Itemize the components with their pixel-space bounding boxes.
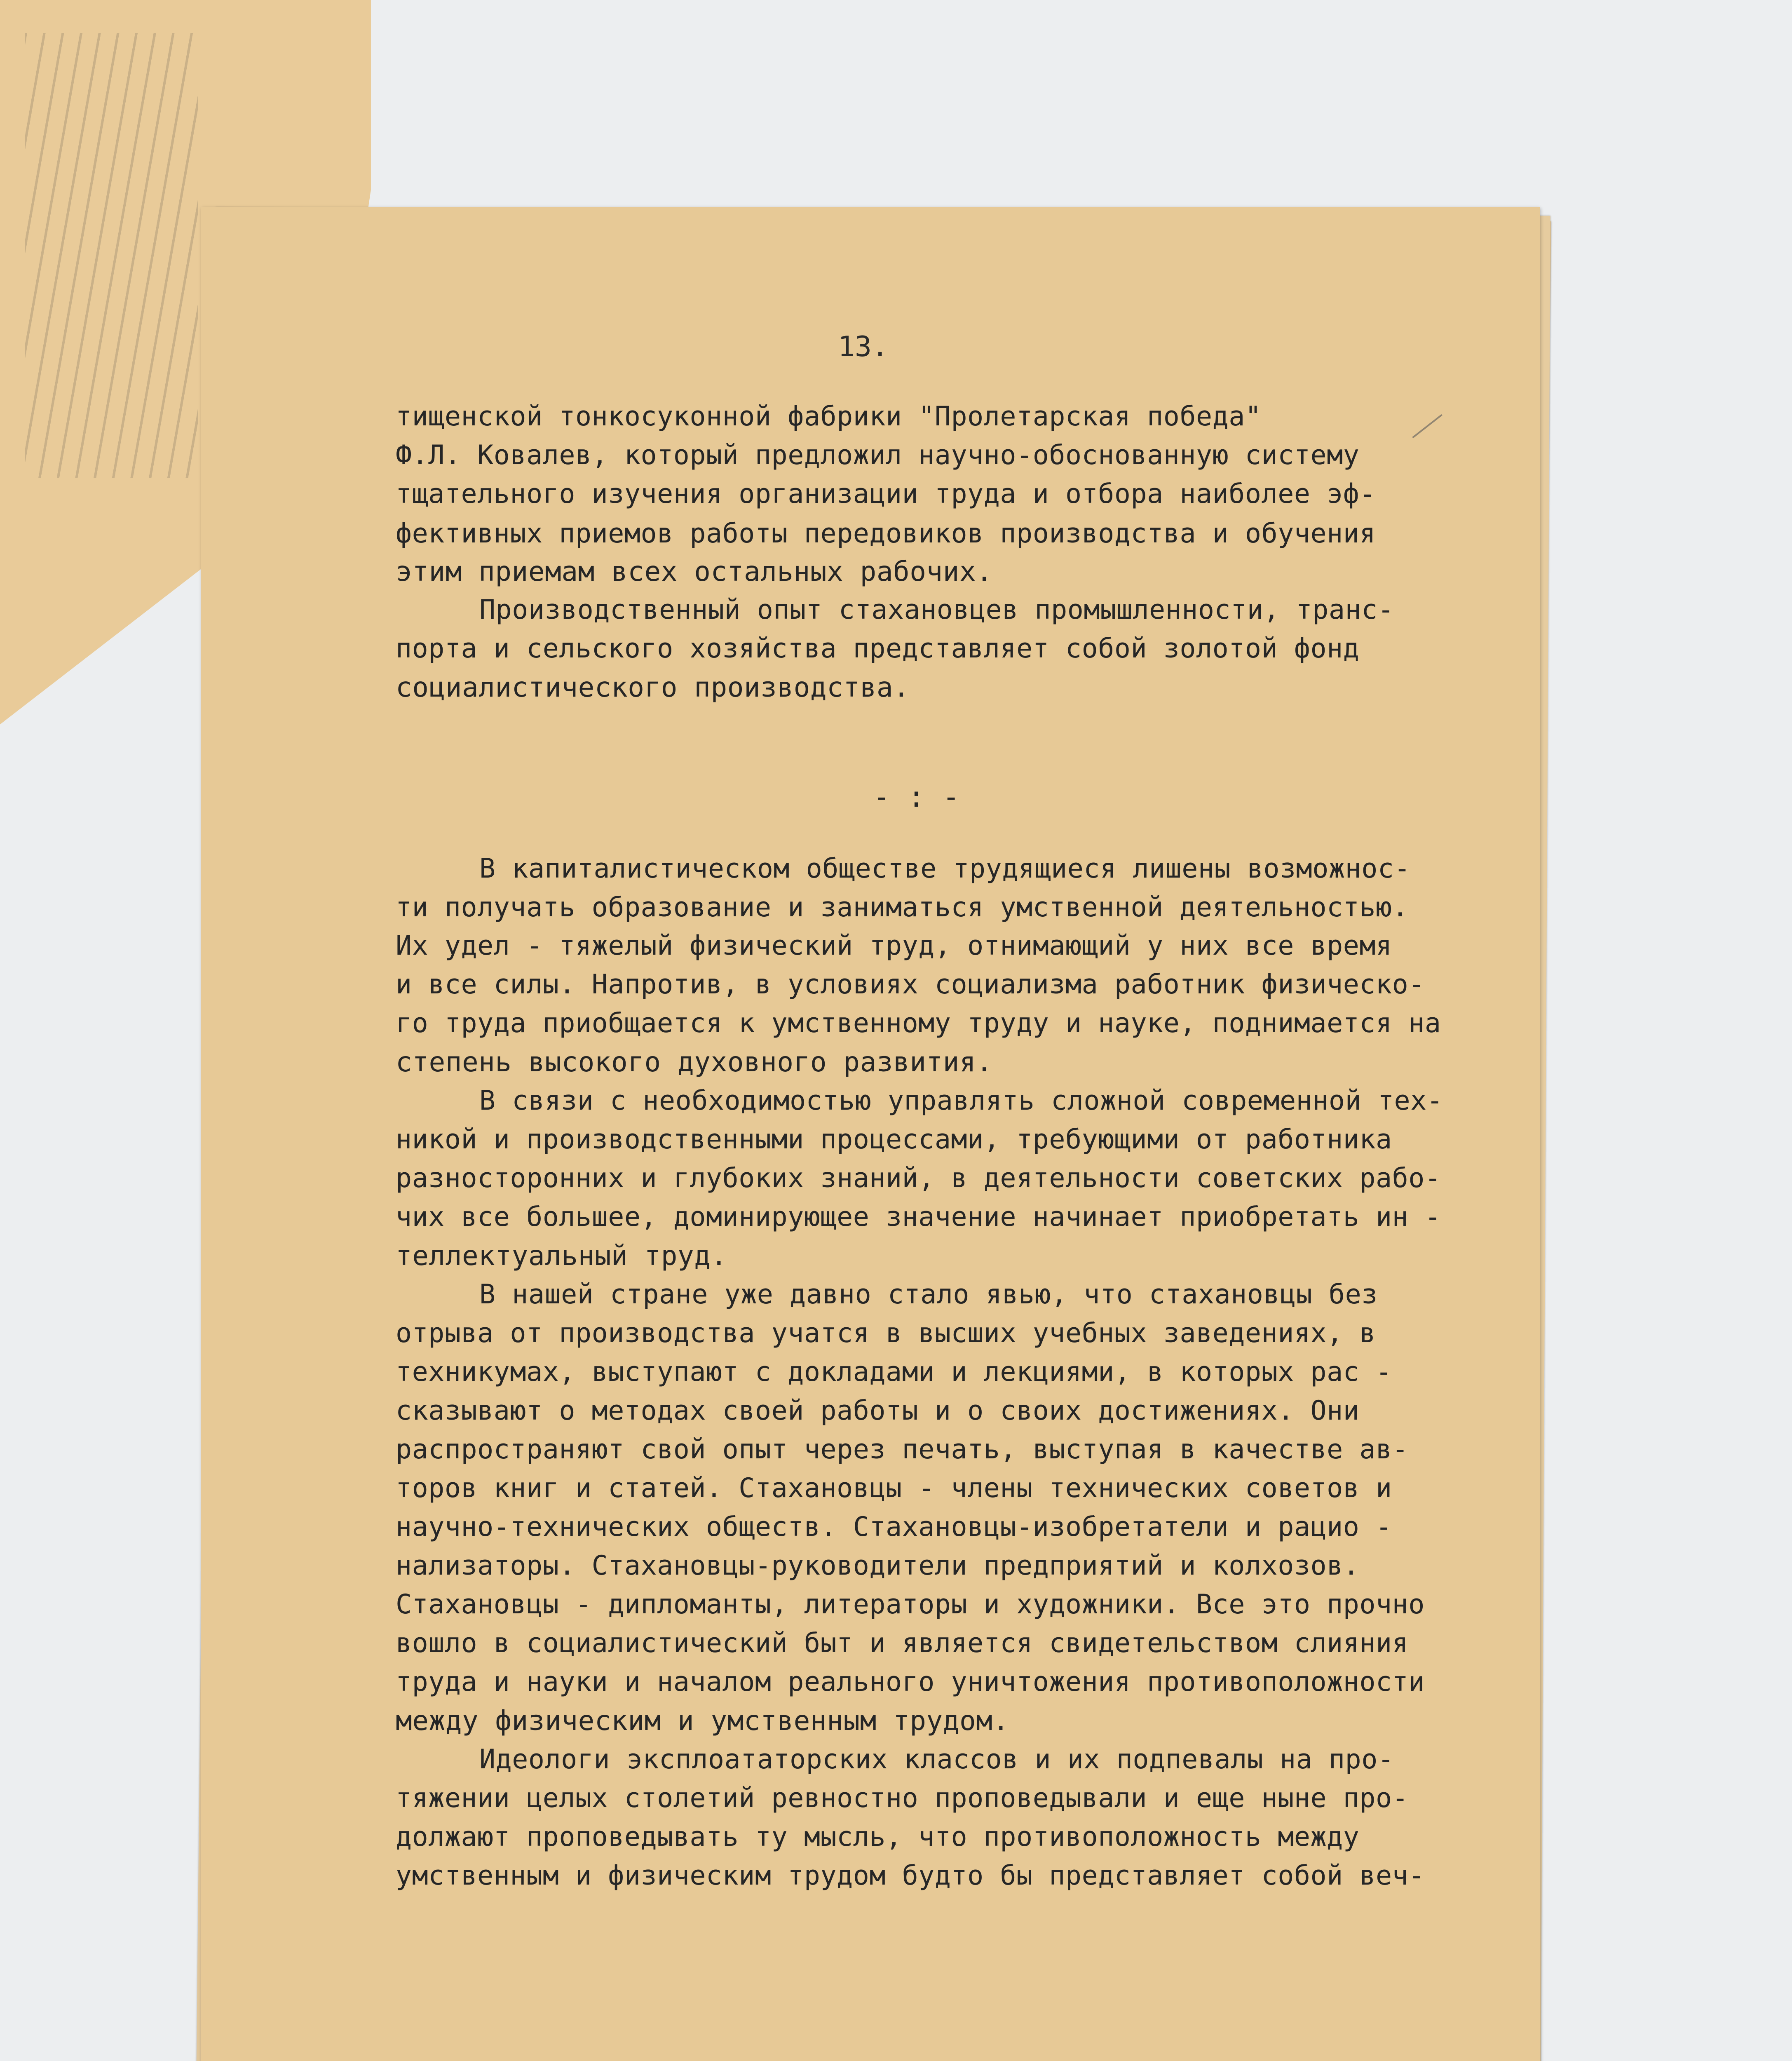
text-line: фективных приемов работы передовиков производства и обучения [396,518,1376,549]
text-line: между физическим и умственным трудом. [396,1705,1009,1737]
text-line: этим приемам всех остальных рабочих. [396,556,993,587]
text-line: тяжении целых столетий ревностно проповедывали и еще ныне про- [396,1783,1409,1814]
page-number: 13. [838,331,889,363]
text-line: социалистического производства. [396,671,910,703]
text-line: порта и сельского хозяйства представляет собой золотой фонд [396,633,1360,664]
text-line: никой и производственными процессами, требующими от работника [396,1124,1392,1155]
text-line: теллектуальный труд. [396,1240,727,1272]
text-line: техникумах, выступают с докладами и лекциями, в которых рас - [396,1357,1392,1387]
text-line: В капиталистическом обществе трудящиеся лишены возможнос- [479,853,1411,884]
text-line: и все силы. Напротив, в условиях социализма работник физическо- [396,969,1425,1000]
text-line: разносторонних и глубоких знаний, в деятельности советских рабо- [396,1163,1441,1194]
section-separator: - : - [873,780,960,814]
text-line: тщательного изучения организации труда и отбора наиболее эф- [396,479,1376,509]
text-line: чих все большее, доминирующее значение начинает приобретать ин - [396,1202,1441,1232]
text-line: степень высокого духовного развития. [396,1046,993,1078]
text-line: труда и науки и началом реального уничтожения противоположности [396,1667,1425,1697]
faint-bleed-through-text [25,33,198,478]
text-line: Их удел - тяжелый физический труд, отнимающий у них все время [396,930,1392,961]
text-line: го труда приобщается к умственному труду и науке, поднимается на [396,1008,1441,1039]
text-line: ти получать образование и заниматься умственной деятельностью. [396,892,1409,923]
text-line: В нашей стране уже давно стало явью, что стахановцы без [479,1279,1378,1310]
text-line: В связи с необходимостью управлять сложной современной тех- [479,1085,1443,1116]
text-line: распространяют свой опыт через печать, выступая в качестве ав- [396,1434,1409,1465]
pencil-mark [1412,414,1442,439]
typewritten-page [201,207,1540,2061]
text-line: сказывают о методах своей работы и о своих достижениях. Они [396,1395,1360,1426]
text-line: Ф.Л. Ковалев, который предложил научно-обоснованную систему [396,440,1360,471]
text-line: торов книг и статей. Стахановцы - члены технических советов и [396,1473,1392,1504]
text-line: должают проповедывать ту мысль, что противоположность между [396,1822,1360,1852]
text-line: Идеологи эксплоататорских классов и их подпевалы на про- [479,1744,1394,1775]
text-line: научно-технических обществ. Стахановцы-изобретатели и рацио - [396,1512,1392,1542]
text-line: отрыва от производства учатся в высших учебных заведениях, в [396,1318,1376,1349]
text-line: умственным и физическим трудом будто бы представляет собой веч- [396,1860,1425,1891]
text-line: тищенской тонкосуконной фабрики "Пролетарская победа" [396,401,1262,432]
text-line: Производственный опыт стахановцев промышленности, транс- [479,594,1394,625]
text-line: нализаторы. Стахановцы-руководители предприятий и колхозов. [396,1550,1360,1581]
text-line: Стахановцы - дипломанты, литераторы и художники. Все это прочно [396,1589,1425,1620]
text-line: вошло в социалистический быт и является свидетельством слияния [396,1628,1409,1659]
